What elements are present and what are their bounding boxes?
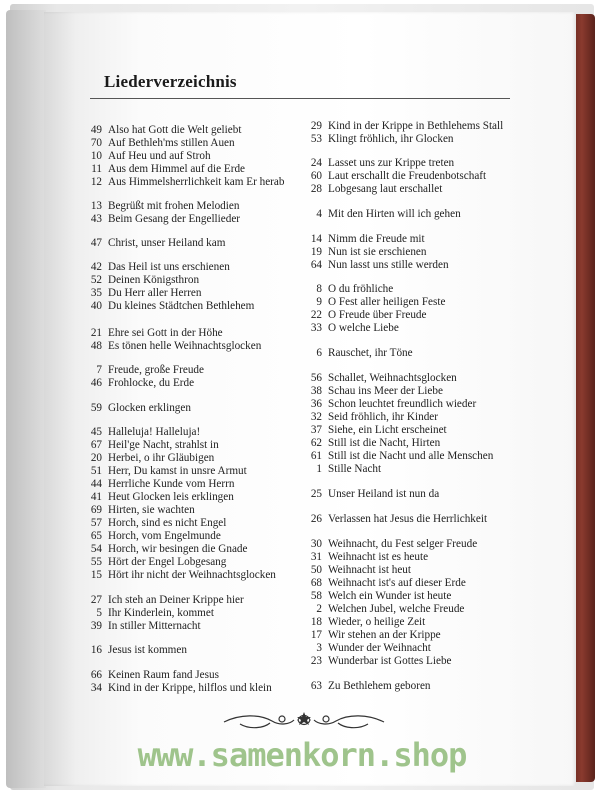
- index-entry: [304, 424, 447, 437]
- index-entry: [304, 322, 399, 335]
- song-title: Du kleines Städtchen Bethlehem: [108, 300, 255, 312]
- song-number: 33: [310, 322, 322, 334]
- song-number: 15: [90, 569, 102, 581]
- song-title: Still ist die Nacht und alle Menschen: [328, 450, 494, 462]
- song-title: Weihnacht ist's auf dieser Erde: [328, 577, 466, 589]
- song-number: 55: [90, 556, 102, 568]
- song-number: 68: [310, 577, 322, 589]
- song-title: Seid fröhlich, ihr Kinder: [328, 411, 438, 423]
- song-number: 22: [310, 309, 322, 321]
- index-entry: [82, 274, 199, 287]
- song-number: 66: [90, 669, 102, 681]
- song-title: O Fest aller heiligen Feste: [328, 296, 446, 308]
- song-title: Es tönen helle Weihnachtsglocken: [108, 340, 262, 352]
- index-entry: [304, 642, 431, 655]
- index-entry: [82, 682, 272, 695]
- index-entry: [304, 437, 440, 450]
- index-entry: [304, 283, 393, 296]
- song-title: Hirten, sie wachten: [108, 504, 195, 516]
- song-title: Ich steh an Deiner Krippe hier: [108, 594, 244, 606]
- index-entry: [82, 426, 200, 439]
- song-number: 18: [310, 616, 322, 628]
- song-number: 47: [90, 237, 102, 249]
- song-title: Laut erschallt die Freudenbotschaft: [328, 170, 487, 182]
- index-entry: [304, 133, 454, 146]
- song-title: Heut Glocken leis erklingen: [108, 491, 234, 503]
- index-entry: [82, 137, 235, 150]
- song-number: 26: [310, 513, 322, 525]
- song-number: 40: [90, 300, 102, 312]
- index-entry: [304, 551, 428, 564]
- index-entry: [82, 644, 187, 657]
- index-entry: [82, 402, 191, 415]
- index-entry: [304, 246, 427, 259]
- song-number: 28: [310, 183, 322, 195]
- song-number: 62: [310, 437, 322, 449]
- song-number: 58: [310, 590, 322, 602]
- index-entry: [304, 488, 439, 501]
- song-number: 17: [310, 629, 322, 641]
- song-title: Auf Heu und auf Stroh: [108, 150, 211, 162]
- song-number: 39: [90, 620, 102, 632]
- song-title: O du fröhliche: [328, 283, 394, 295]
- index-entry: [82, 176, 284, 189]
- index-entry: [82, 340, 261, 353]
- book-cover-edge: [6, 10, 46, 788]
- index-entry: [82, 478, 234, 491]
- song-number: 5: [96, 607, 102, 619]
- book-spine: [573, 14, 595, 782]
- song-title: Ihr Kinderlein, kommet: [108, 607, 214, 619]
- index-entry: [304, 208, 461, 221]
- song-title: Freude, große Freude: [108, 364, 204, 376]
- song-number: 30: [310, 538, 322, 550]
- song-number: 14: [310, 233, 322, 245]
- index-entry: [82, 300, 254, 313]
- song-number: 23: [310, 655, 322, 667]
- index-entry: [82, 517, 226, 530]
- index-entry: [82, 452, 214, 465]
- song-title: Kind in der Krippe, hilflos und klein: [108, 682, 272, 694]
- song-number: 42: [90, 261, 102, 273]
- song-number: 32: [310, 411, 322, 423]
- index-entry: [304, 372, 457, 385]
- song-title: Welch ein Wunder ist heute: [328, 590, 452, 602]
- song-number: 41: [90, 491, 102, 503]
- index-entry: [304, 655, 452, 668]
- index-entry: [304, 120, 503, 133]
- index-entry: [304, 411, 438, 424]
- song-title: Kind in der Krippe in Bethlehems Stall: [328, 120, 504, 132]
- song-number: 3: [316, 642, 322, 654]
- song-number: 69: [90, 504, 102, 516]
- song-number: 1: [316, 463, 322, 475]
- index-entry: [82, 465, 247, 478]
- index-entry: [82, 150, 211, 163]
- song-number: 6: [316, 347, 322, 359]
- index-entry: [82, 377, 194, 390]
- song-title: Du Herr aller Herren: [108, 287, 202, 299]
- index-entry: [304, 590, 451, 603]
- song-title: Halleluja! Halleluja!: [108, 426, 201, 438]
- song-number: 36: [310, 398, 322, 410]
- index-entry: [304, 398, 476, 411]
- song-number: 48: [90, 340, 102, 352]
- index-entry: [82, 213, 240, 226]
- song-number: 34: [90, 682, 102, 694]
- index-entry: [304, 577, 466, 590]
- index-entry: [304, 296, 445, 309]
- song-number: 67: [90, 439, 102, 451]
- song-title: Rauschet, ihr Töne: [328, 347, 413, 359]
- song-number: 57: [90, 517, 102, 529]
- song-title: Auf Bethleh'ms stillen Auen: [108, 137, 235, 149]
- song-number: 61: [310, 450, 322, 462]
- song-title: Aus Himmelsherrlichkeit kam Er herab: [108, 176, 285, 188]
- song-number: 16: [90, 644, 102, 656]
- song-title: Beim Gesang der Engellieder: [108, 213, 241, 225]
- song-title: Heil'ge Nacht, strahlst in: [108, 439, 219, 451]
- song-title: Klingt fröhlich, ihr Glocken: [328, 133, 454, 145]
- song-title: Wieder, o heilige Zeit: [328, 616, 426, 628]
- song-number: 7: [96, 364, 102, 376]
- title-rule: [90, 98, 510, 99]
- index-entry: [304, 463, 381, 476]
- song-number: 64: [310, 259, 322, 271]
- song-title: Stille Nacht: [328, 463, 382, 475]
- song-number: 59: [90, 402, 102, 414]
- song-title: Frohlocke, du Erde: [108, 377, 195, 389]
- song-title: Zu Bethlehem geboren: [328, 680, 431, 692]
- index-entry: [304, 603, 464, 616]
- watermark-text: www.samenkorn.shop: [137, 736, 467, 774]
- index-entry: [82, 200, 239, 213]
- index-entry: [82, 530, 221, 543]
- song-number: 45: [90, 426, 102, 438]
- index-entry: [304, 513, 487, 526]
- song-title: Weihnacht, du Fest selger Freude: [328, 538, 478, 550]
- index-entry: [82, 543, 248, 556]
- index-entry: [304, 170, 486, 183]
- song-title: Horch, vom Engelmunde: [108, 530, 221, 542]
- song-number: 35: [90, 287, 102, 299]
- song-number: 44: [90, 478, 102, 490]
- song-title: Aus dem Himmel auf die Erde: [108, 163, 246, 175]
- index-entry: [304, 680, 431, 693]
- song-number: 24: [310, 157, 322, 169]
- song-title: Also hat Gott die Welt geliebt: [108, 124, 242, 136]
- song-title: Lasset uns zur Krippe treten: [328, 157, 455, 169]
- song-title: Mit den Hirten will ich gehen: [328, 208, 461, 220]
- index-entry: [304, 233, 425, 246]
- song-number: 65: [90, 530, 102, 542]
- song-title: Horch, wir besingen die Gnade: [108, 543, 248, 555]
- index-entry: [82, 364, 204, 377]
- song-title: Begrüßt mit frohen Melodien: [108, 200, 240, 212]
- song-number: 50: [310, 564, 322, 576]
- index-entry: [82, 504, 195, 517]
- index-entry: [304, 385, 443, 398]
- index-entry: [82, 124, 241, 137]
- index-entry: [304, 564, 411, 577]
- song-number: 63: [310, 680, 322, 692]
- song-title: Nun lasst uns stille werden: [328, 259, 449, 271]
- song-number: 2: [316, 603, 322, 615]
- index-entry: [82, 261, 230, 274]
- song-number: 11: [91, 163, 102, 175]
- song-title: Verlassen hat Jesus die Herrlichkeit: [328, 513, 488, 525]
- index-entry: [304, 616, 425, 629]
- song-number: 43: [90, 213, 102, 225]
- index-entry: [304, 259, 449, 272]
- song-number: 25: [310, 488, 322, 500]
- song-number: 19: [310, 246, 322, 258]
- index-entry: [304, 183, 442, 196]
- song-title: Weihnacht ist heut: [328, 564, 411, 576]
- index-entry: [82, 620, 201, 633]
- song-title: Keinen Raum fand Jesus: [108, 669, 219, 681]
- song-number: 13: [90, 200, 102, 212]
- song-title: Still ist die Nacht, Hirten: [328, 437, 441, 449]
- song-number: 10: [90, 150, 102, 162]
- song-number: 20: [90, 452, 102, 464]
- song-title: Glocken erklingen: [108, 402, 191, 414]
- index-entry: [304, 157, 454, 170]
- index-entry: [304, 347, 413, 360]
- song-title: Wunderbar ist Gottes Liebe: [328, 655, 452, 667]
- song-title: Wunder der Weihnacht: [328, 642, 431, 654]
- song-title: Hört der Engel Lobgesang: [108, 556, 227, 568]
- index-entry: [82, 569, 276, 582]
- index-entry: [82, 491, 234, 504]
- index-entry: [82, 163, 245, 176]
- index-entry: [82, 607, 214, 620]
- song-number: 4: [316, 208, 322, 220]
- song-title: Ehre sei Gott in der Höhe: [108, 327, 223, 339]
- index-entry: [304, 450, 493, 463]
- index-entry: [82, 287, 202, 300]
- index-entry: [82, 439, 219, 452]
- song-title: Wir stehen an der Krippe: [328, 629, 441, 641]
- song-number: 70: [90, 137, 102, 149]
- song-title: Hört ihr nicht der Weihnachtsglocken: [108, 569, 276, 581]
- song-title: O welche Liebe: [328, 322, 399, 334]
- song-number: 12: [90, 176, 102, 188]
- song-title: O Freude über Freude: [328, 309, 427, 321]
- song-title: Unser Heiland ist nun da: [328, 488, 440, 500]
- index-entry: [304, 629, 441, 642]
- song-title: Jesus ist kommen: [108, 644, 187, 656]
- index-entry: [304, 538, 477, 551]
- song-number: 54: [90, 543, 102, 555]
- song-number: 8: [316, 283, 322, 295]
- song-title: Herbei, o ihr Gläubigen: [108, 452, 215, 464]
- song-number: 52: [90, 274, 102, 286]
- song-number: 27: [90, 594, 102, 606]
- song-title: Weihnacht ist es heute: [328, 551, 429, 563]
- index-entry: [82, 594, 244, 607]
- song-number: 56: [310, 372, 322, 384]
- flourish-ornament-icon: [220, 708, 388, 734]
- song-number: 60: [310, 170, 322, 182]
- song-title: Schon leuchtet freundlich wieder: [328, 398, 477, 410]
- song-title: Nun ist sie erschienen: [328, 246, 427, 258]
- song-title: Lobgesang laut erschallet: [328, 183, 443, 195]
- song-title: Christ, unser Heiland kam: [108, 237, 226, 249]
- song-title: Herr, Du kamst in unsre Armut: [108, 465, 247, 477]
- song-number: 46: [90, 377, 102, 389]
- song-title: Deinen Königsthron: [108, 274, 200, 286]
- song-title: Schau ins Meer der Liebe: [328, 385, 443, 397]
- song-title: Nimm die Freude mit: [328, 233, 425, 245]
- song-number: 9: [316, 296, 322, 308]
- song-number: 29: [310, 120, 322, 132]
- song-number: 21: [90, 327, 102, 339]
- song-number: 51: [90, 465, 102, 477]
- index-entry: [82, 669, 219, 682]
- index-entry: [82, 327, 223, 340]
- index-entry: [304, 309, 426, 322]
- song-title: Herrliche Kunde vom Herrn: [108, 478, 235, 490]
- song-title: Das Heil ist uns erschienen: [108, 261, 230, 273]
- song-title: Welchen Jubel, welche Freude: [328, 603, 465, 615]
- song-number: 31: [310, 551, 322, 563]
- song-number: 38: [310, 385, 322, 397]
- song-title: Horch, sind es nicht Engel: [108, 517, 227, 529]
- index-entry: [82, 556, 226, 569]
- song-number: 37: [310, 424, 322, 436]
- song-title: Schallet, Weihnachtsglocken: [328, 372, 457, 384]
- song-title: Siehe, ein Licht erscheinet: [328, 424, 447, 436]
- index-entry: [82, 237, 225, 250]
- page-title: Liederverzeichnis: [104, 72, 237, 91]
- song-title: In stiller Mitternacht: [108, 620, 201, 632]
- song-number: 49: [90, 124, 102, 136]
- song-number: 53: [310, 133, 322, 145]
